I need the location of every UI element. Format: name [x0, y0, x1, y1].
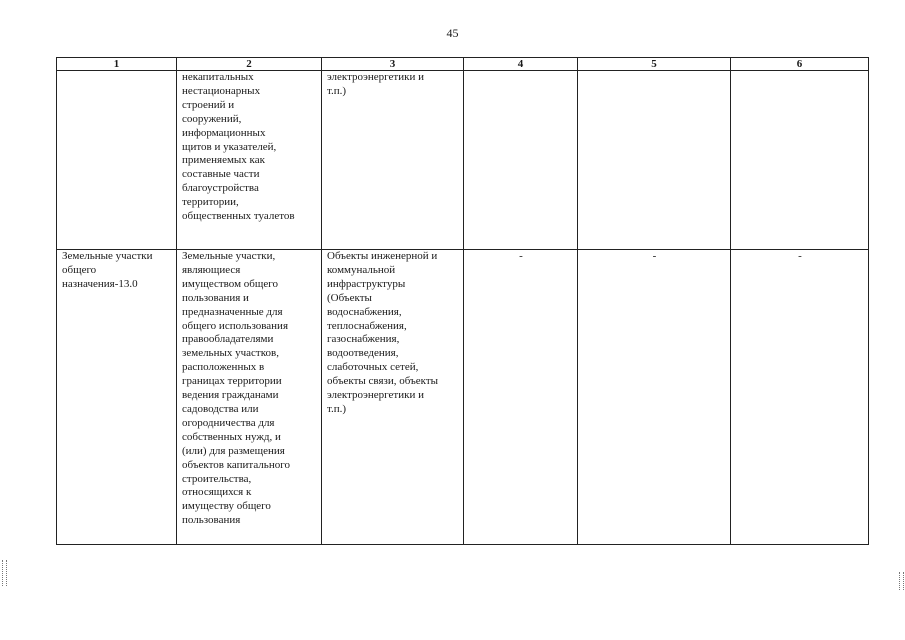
text-line: водоснабжения, [327, 305, 402, 318]
cell-category-description [177, 250, 322, 545]
cell-col6 [731, 71, 869, 250]
text-line: ведения гражданами [182, 389, 279, 402]
right-margin-mark [899, 572, 904, 590]
text-line: относящихся к [182, 486, 252, 499]
cell-col4 [464, 71, 578, 250]
land-use-table [56, 57, 869, 545]
text-line: общего использования [182, 319, 288, 332]
text-line: расположенных в [182, 361, 265, 374]
text-line: электроэнергетики и [327, 389, 424, 402]
table-row [57, 250, 869, 545]
table-row [57, 71, 869, 250]
text-line: т.п.) [327, 402, 347, 415]
text-line: составные части [182, 168, 260, 181]
text-line: пользования и [182, 291, 249, 304]
text-line: строительства, [182, 472, 252, 485]
text-line: инфраструктуры [327, 277, 406, 290]
text-line: водоотведения, [327, 347, 399, 360]
text-line: являющиеся [182, 263, 241, 276]
cell-col6: - [731, 250, 869, 545]
left-margin-mark [2, 560, 7, 586]
column-header-4: 4 [464, 58, 578, 71]
text-line: (Объекты [327, 291, 372, 304]
text-line: садоводства или [182, 402, 259, 415]
text-line: теплоснабжения, [327, 319, 407, 332]
text-line: границах территории [182, 375, 282, 388]
column-header-3: 3 [322, 58, 464, 71]
text-line: нестационарных [182, 84, 261, 97]
cell-category-description [177, 71, 322, 250]
cell-category-name [57, 71, 177, 250]
text-line: огородничества для [182, 416, 275, 429]
text-line: Земельные участки [62, 250, 153, 262]
text-line: информационных [182, 126, 266, 139]
text-line: предназначенные для [182, 305, 283, 318]
text-line: Земельные участки, [182, 250, 276, 262]
text-line: собственных нужд, и [182, 430, 281, 443]
cell-permitted-objects [322, 250, 464, 545]
text-line: коммунальной [327, 263, 396, 276]
text-line: некапитальных [182, 71, 254, 83]
text-line: земельных участков, [182, 347, 279, 360]
page-number: 45 [446, 26, 459, 40]
cell-permitted-objects [322, 71, 464, 250]
text-line: общего [62, 263, 97, 276]
text-line: электроэнергетики и [327, 71, 424, 83]
column-header-2: 2 [177, 58, 322, 71]
text-line: объектов капитального [182, 458, 290, 471]
cell-col4: - [464, 250, 578, 545]
column-header-1: 1 [57, 58, 177, 71]
cell-category-name [57, 250, 177, 545]
text-line: имуществу общего [182, 500, 271, 513]
text-line: газоснабжения, [327, 333, 400, 346]
cell-col5 [578, 71, 731, 250]
text-line: применяемых как [182, 154, 265, 167]
column-header-5: 5 [578, 58, 731, 71]
text-line: щитов и указателей, [182, 140, 277, 153]
text-line: правообладателями [182, 333, 274, 346]
text-line: (или) для размещения [182, 444, 285, 457]
text-line: назначения-13.0 [62, 277, 138, 290]
text-line: объекты связи, объекты [327, 375, 439, 388]
text-line: благоустройства [182, 182, 259, 195]
text-line: слаботочных сетей, [327, 361, 419, 374]
text-line: общественных туалетов [182, 210, 295, 223]
text-line: Объекты инженерной и [327, 250, 438, 262]
column-header-6: 6 [731, 58, 869, 71]
text-line: т.п.) [327, 84, 347, 97]
text-line: сооружений, [182, 112, 242, 125]
text-line: территории, [182, 196, 239, 209]
text-line: имуществом общего [182, 277, 278, 290]
cell-col5: - [578, 250, 731, 545]
text-line: пользования [182, 514, 241, 527]
table-header-row [57, 58, 869, 71]
text-line: строений и [182, 98, 235, 111]
